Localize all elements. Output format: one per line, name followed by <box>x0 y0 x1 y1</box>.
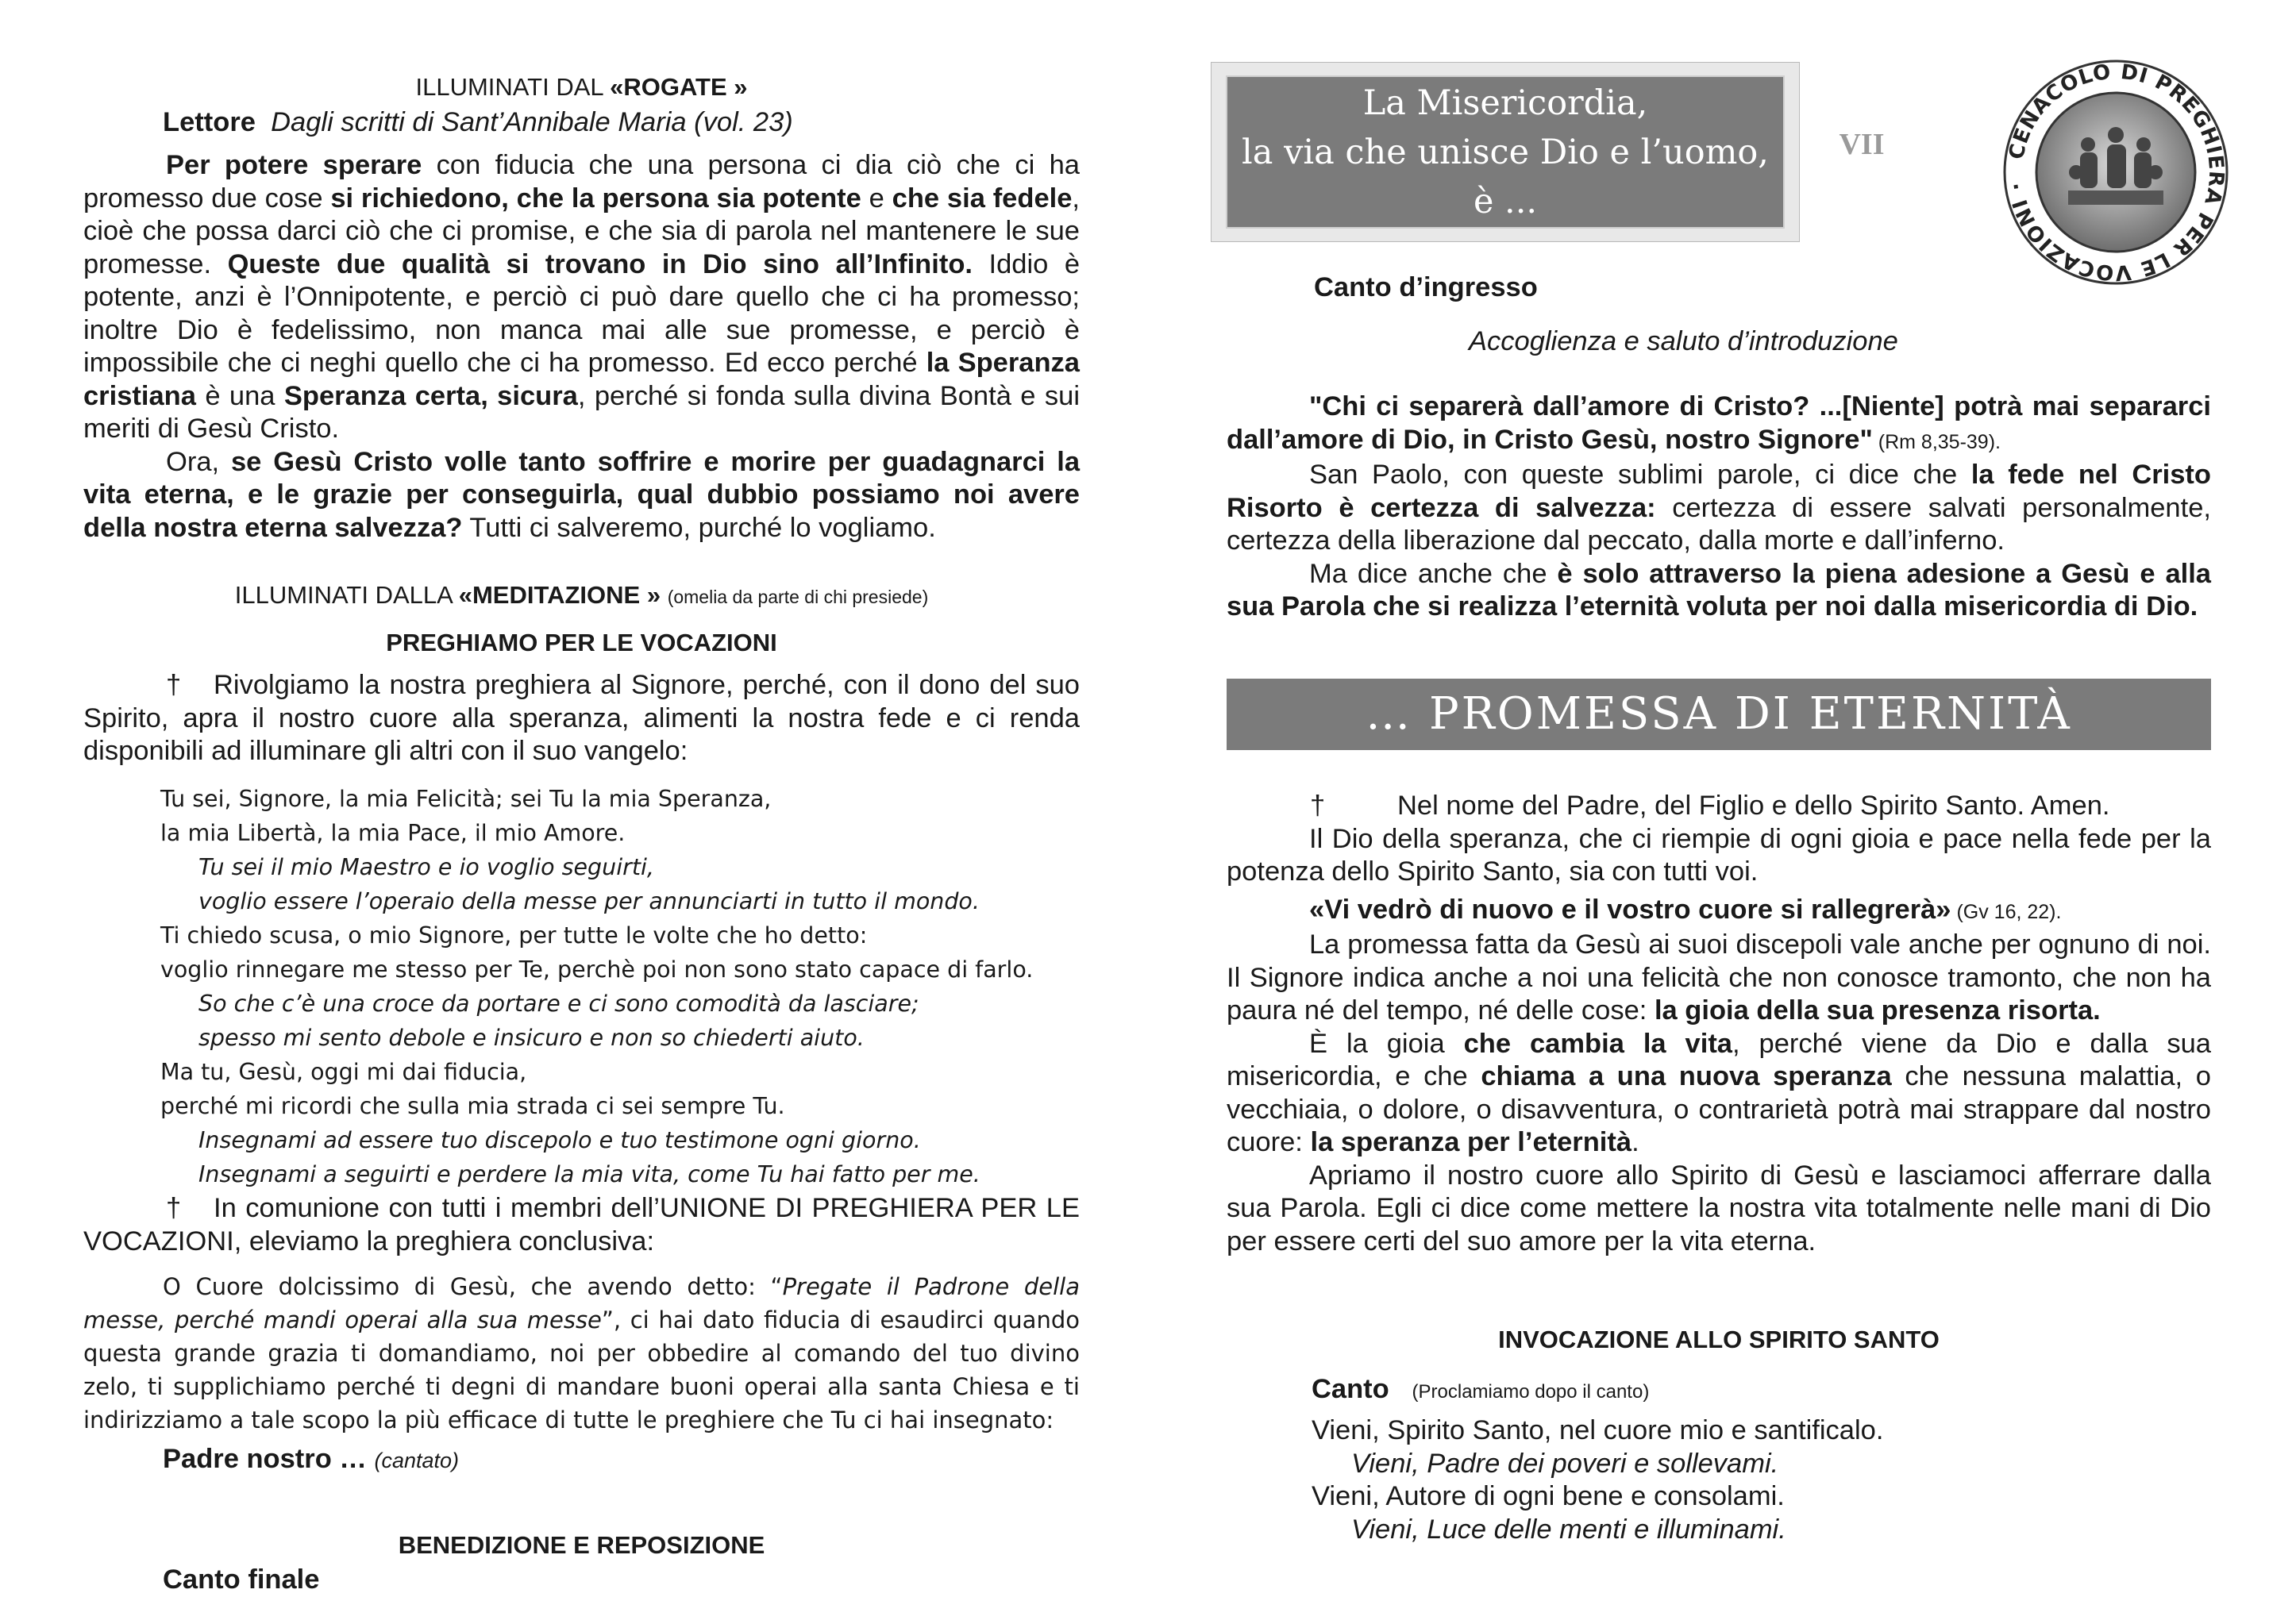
paragraph-cuore-dolcissimo <box>83 1270 1080 1437</box>
paragraph-speranza <box>83 149 1080 446</box>
text-run: O Cuore dolcissimo di Gesù, che avendo detto: “ <box>163 1273 783 1300</box>
text-run: (Rm 8,35-39). <box>1872 430 2001 453</box>
verse-line: la mia Libertà, la mia Pace, il mio Amore. <box>160 820 626 846</box>
paragraph-dio-speranza: Il Dio della speranza, che ci riempie di ogni gioia e pace nella fede per la potenza dello Spirito Santo, sia con tutti voi. <box>1227 823 2211 887</box>
verse-line: Ma tu, Gesù, oggi mi dai fiducia, <box>160 1059 527 1085</box>
text-run: certezza di essere salvati personalmente, certezza della liberazione dal peccato, dalla morte e dall’inferno. <box>1227 492 2211 556</box>
lettore-line: Lettore Dagli scritti di Sant’Annibale Maria (vol. 23) <box>163 107 793 137</box>
left-page <box>83 0 1080 1624</box>
text-run: Iddio è potente, anzi è l’Onnipotente, e perciò ci può dare quello che ci ha promesso; inoltre Dio è fedelissimo, non manca mai alle sue promesse, e perciò è impossibile che ci neghi quello che ci ha promesso. Ed ecco perché <box>83 248 1081 378</box>
paragraph-salvezza <box>83 446 1080 545</box>
canto-finale: Canto finale <box>163 1564 320 1595</box>
text-run: Per potere sperare <box>166 150 422 180</box>
canto-ingresso: Canto d’ingresso <box>1314 272 1538 302</box>
text-run: la speranza per l’eternità <box>1310 1127 1632 1157</box>
text-run: la fede nel Cristo Risorto è certezza di salvezza: <box>1227 460 2211 523</box>
right-page-lower <box>1227 790 2211 1258</box>
text-run: che cambia la vita <box>1463 1028 1732 1059</box>
verse-line: Tu sei il mio Maestro e io voglio seguirti, <box>198 854 654 880</box>
text-run: è una <box>195 380 284 411</box>
text-run: e <box>861 183 892 214</box>
text-run: «Vi vedrò di nuovo e il vostro cuore si rallegrerà» <box>1309 894 1951 925</box>
paragraph-san-paolo <box>1227 459 2211 558</box>
title-line-1: La Misericordia, <box>1362 83 1648 123</box>
paragraph-rivolgiamo: † Rivolgiamo la nostra preghiera al Signore, perché, con il dono del suo Spirito, apra il nostro cuore alla speranza, alimenti la nostra fede e ci renda disponibili ad illuminare gli altri con il suo vangelo: <box>83 670 1080 766</box>
cross-icon: † <box>1310 791 1326 821</box>
text-run: È la gioia <box>1309 1028 1464 1059</box>
verse-line: voglio rinnegare me stesso per Te, perchè poi non sono stato capace di farlo. <box>160 956 1034 983</box>
text-run: , cioè che possa darci ciò che ci promise, e che sia di parola nel mantenere le sue promesse. <box>83 183 1080 279</box>
text-run: Pregate il Padrone della messe, perché mandi operai alla sua messe <box>83 1273 1080 1333</box>
verse-line: Ti chiedo scusa, o mio Signore, per tutte le volte che ho detto: <box>160 922 868 949</box>
verse-line: Insegnami ad essere tuo discepolo e tuo testimone ogni giorno. <box>198 1127 921 1153</box>
quote-romani <box>1227 391 2211 459</box>
text-run: Ora, <box>166 446 231 477</box>
verse-line: Tu sei, Signore, la mia Felicità; sei Tu la mia Speranza, <box>160 786 772 812</box>
text-run: (Gv 16, 22). <box>1951 900 2062 923</box>
verse-line: Vieni, Autore di ogni bene e consolami. <box>1312 1481 1785 1511</box>
verse-line: perché mi ricordi che sulla mia strada ci sei sempre Tu. <box>160 1093 785 1119</box>
verse-line: spesso mi sento debole e insicuro e non so chiederti aiuto. <box>198 1025 865 1051</box>
heading-invocazione: INVOCAZIONE ALLO SPIRITO SANTO <box>1498 1326 1940 1353</box>
heading-benedizione: BENEDIZIONE E REPOSIZIONE <box>398 1531 765 1559</box>
paragraph-adesione <box>1227 558 2211 624</box>
verse-line: Vieni, Padre dei poveri e sollevami. <box>1351 1448 1779 1479</box>
canto-label: Canto (Proclamiamo dopo il canto) <box>1312 1374 1650 1404</box>
text-run: "Chi ci separerà dall’amore di Cristo? ...[Niente] potrà mai separarci dall’amore di Dio, in Cristo Gesù, nostro Signore" <box>1227 391 2211 455</box>
logo-text: CENACOLO DI PREGHIERA PER LE VOCAZIONI · <box>2004 60 2229 285</box>
text-run: la Speranza cristiana <box>83 348 1080 411</box>
heading-rogate: ILLUMINATI DAL «ROGATE » <box>415 73 748 101</box>
hymn-verses <box>1312 1414 2185 1546</box>
paragraph-nel-nome: † Nel nome del Padre, del Figlio e dello Spirito Santo. Amen. <box>1227 790 2211 823</box>
paragraph-promessa <box>1227 929 2211 1028</box>
verse-line: voglio essere l’operaio della messe per annunciarti in tutto il mondo. <box>198 888 980 914</box>
text-run: San Paolo, con queste sublimi parole, ci dice che <box>1309 460 1971 490</box>
cross-icon: † <box>166 670 182 700</box>
verse-line: Insegnami a seguirti e perdere la mia vita, come Tu hai fatto per me. <box>198 1161 980 1187</box>
verse-line: Vieni, Spirito Santo, nel cuore mio e santificalo. <box>1312 1415 1884 1445</box>
text-run: , perché si fonda sulla divina Bontà e sui meriti di Gesù Cristo. <box>83 380 1080 444</box>
verse-line: So che c’è una croce da portare e ci sono comodità da lasciare; <box>198 991 919 1017</box>
text-run: che nessuna malattia, o vecchiaia, o dolore, o disavventura, o contrarietà potrà mai strappare dal nostro cuore: <box>1227 1061 2211 1157</box>
verse-line: Vieni, Luce delle menti e illuminami. <box>1351 1514 1786 1545</box>
text-run: Ma dice anche che <box>1309 558 1558 589</box>
page-number: VII <box>1839 128 1885 161</box>
section-band: … PROMESSA DI ETERNITÀ <box>1227 679 2211 750</box>
text-run: . <box>1631 1127 1639 1157</box>
paragraph-comunione: † In comunione con tutti i membri dell’UNIONE DI PREGHIERA PER LE VOCAZIONI, eleviamo la preghiera conclusiva: <box>83 1193 1080 1256</box>
paragraph-apriamo: Apriamo il nostro cuore allo Spirito di Gesù e lasciamoci afferrare dalla sua Parola. Egli ci dice come mettere la nostra vita totalmente nelle mani di Dio per essere certi del suo amore per la vita eterna. <box>1227 1160 2211 1256</box>
prayer-poem <box>160 782 1081 1191</box>
text-run: se Gesù Cristo volle tanto soffrire e morire per guadagnarci la vita eterna, e le grazie per conseguirla, qual dubbio possiamo noi avere della nostra eterna salvezza? <box>83 446 1081 543</box>
text-run: è solo attraverso la piena adesione a Gesù e alla sua Parola che si realizza l’eternità voluta per noi dalla misericordia di Dio. <box>1227 558 2211 622</box>
text-run: con fiducia che una persona ci dia ciò che ci ha promesso due cose <box>83 150 1080 214</box>
cross-icon: † <box>166 1193 182 1223</box>
text-run: Queste due qualità si trovano in Dio sino all’Infinito. <box>227 248 973 279</box>
text-run: la gioia della sua presenza risorta. <box>1654 995 2101 1026</box>
accoglienza: Accoglienza e saluto d’introduzione <box>1469 326 1898 356</box>
text-run: Speranza certa, sicura <box>283 380 578 411</box>
text-run: ”, ci hai dato fiducia di esaudirci quando questa grande grazia ti domandiamo, noi per obbedire al comando del tuo divino zelo, ti supplichiamo perché ti degni di mandare buoni operai alla santa Chiesa e ti indirizziamo a tale scopo la più efficace di tutte le preghiere che Tu ci hai insegnato: <box>83 1307 1080 1434</box>
vi-vedro <box>1227 894 2211 929</box>
paragraph-gioia <box>1227 1028 2211 1160</box>
text-run: Tutti ci salveremo, purché lo vogliamo. <box>462 512 936 543</box>
title-line-2: la via che unisce Dio e l’uomo, è ... <box>1242 132 1769 221</box>
text-run: , perché viene da Dio e dalla sua misericordia, e che <box>1227 1028 2211 1091</box>
text-run: La promessa fatta da Gesù ai suoi discepoli vale anche per ognuno di noi. Il Signore indica anche a noi una felicità che non conosce tramonto, che non ha paura né del tempo, né delle cose: <box>1227 929 2211 1026</box>
text-run: si richiedono, che la persona sia potente <box>330 183 861 214</box>
text-run: chiama a una nuova speranza <box>1481 1061 1892 1091</box>
padre-nostro: Padre nostro … (cantato) <box>163 1444 460 1474</box>
heading-preghiamo: PREGHIAMO PER LE VOCAZIONI <box>386 629 777 656</box>
text-run: che sia fedele <box>892 183 1073 214</box>
heading-meditazione: ILLUMINATI DALLA «MEDITAZIONE » (omelia da parte di chi presiede) <box>234 581 929 609</box>
